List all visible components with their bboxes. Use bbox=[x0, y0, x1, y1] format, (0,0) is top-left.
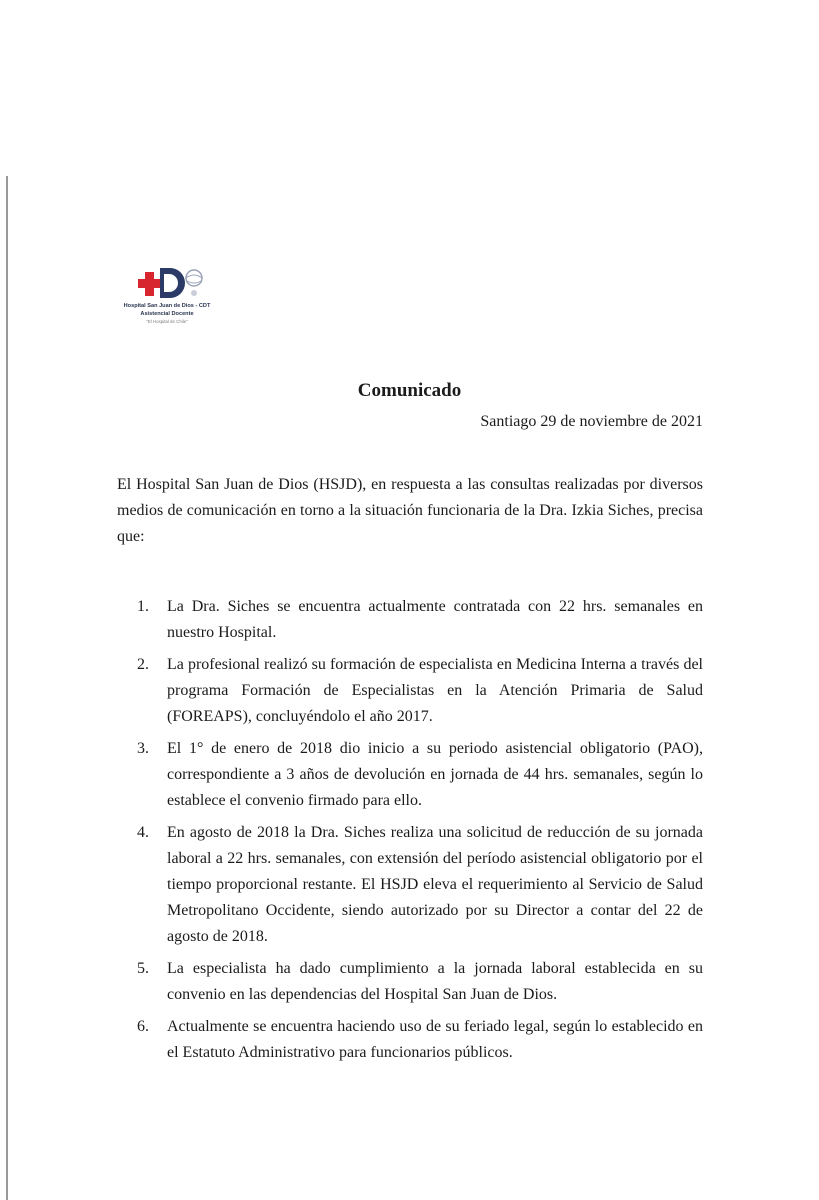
logo-line-2: Asistencial Docente bbox=[140, 311, 194, 317]
list-item-text: Actualmente se encuentra haciendo uso de su feriado legal, según lo establecido en el Estatuto Administrativo para funcionarios públicos. bbox=[167, 1018, 703, 1061]
logo-line-1: Hospital San Juan de Dios - CDT bbox=[123, 303, 211, 309]
list-item-number: 3. bbox=[137, 740, 149, 757]
list-item-number: 2. bbox=[137, 656, 149, 673]
list-item bbox=[137, 956, 703, 1008]
list-item-number: 4. bbox=[137, 824, 149, 841]
hospital-logo bbox=[112, 262, 222, 338]
list-item bbox=[137, 1014, 703, 1066]
document-title: Comunicado bbox=[357, 380, 462, 401]
list-item-text: La especialista ha dado cumplimiento a la jornada laboral establecida en su convenio en las dependencias del Hospital San Juan de Dios. bbox=[167, 960, 703, 1003]
list-item-text: La profesional realizó su formación de especialista en Medicina Interna a través del programa Formación de Especialistas en la Atención Primaria de Salud (FOREAPS), concluyéndolo el año 2017. bbox=[167, 656, 703, 725]
hospital-logo-icon bbox=[112, 262, 222, 304]
list-item bbox=[137, 594, 703, 646]
list-item-text: El 1° de enero de 2018 dio inicio a su periodo asistencial obligatorio (PAO), correspondiente a 3 años de devolución en jornada de 44 hrs. semanales, según lo establece el convenio firmado para ello. bbox=[167, 740, 703, 809]
list-item bbox=[137, 820, 703, 950]
numbered-list bbox=[137, 594, 703, 1072]
intro-paragraph: El Hospital San Juan de Dios (HSJD), en respuesta a las consultas realizadas por diversos medios de comunicación en torno a la situación funcionaria de la Dra. Izkia Siches, precisa que: bbox=[117, 476, 703, 545]
list-item-number: 1. bbox=[137, 598, 149, 615]
list-item bbox=[137, 652, 703, 730]
list-item-text: En agosto de 2018 la Dra. Siches realiza una solicitud de reducción de su jornada laboral a 22 hrs. semanales, con extensión del período asistencial obligatorio por el tiempo proporcional restante. El HSJD eleva el requerimiento al Servicio de Salud Metropolitano Occidente, siendo autorizado por su Director a contar del 22 de agosto de 2018. bbox=[167, 824, 703, 945]
list-item-number: 5. bbox=[137, 960, 149, 977]
list-item-number: 6. bbox=[137, 1018, 149, 1035]
list-item-text: La Dra. Siches se encuentra actualmente contratada con 22 hrs. semanales en nuestro Hospital. bbox=[167, 598, 703, 641]
document-date: Santiago 29 de noviembre de 2021 bbox=[480, 413, 703, 430]
logo-tagline: "El Hospital de Chile" bbox=[146, 319, 188, 324]
list-item bbox=[137, 736, 703, 814]
